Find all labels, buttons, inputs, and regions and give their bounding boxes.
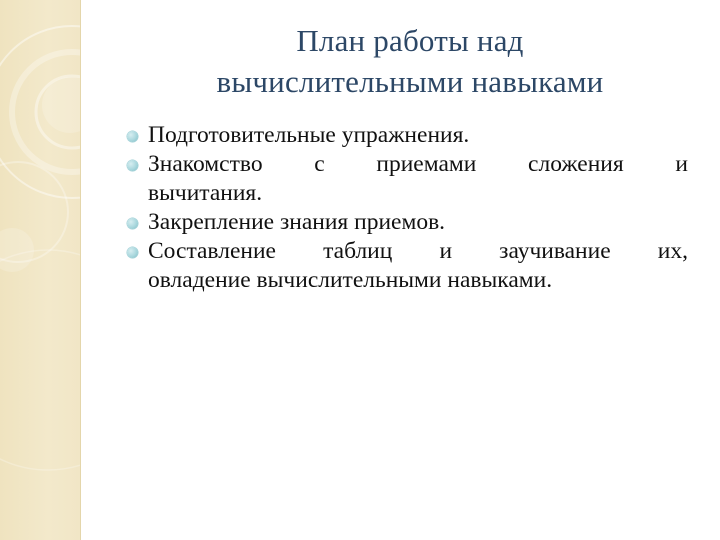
bullet-word: их, <box>657 238 688 264</box>
bullet-word: и <box>675 151 688 177</box>
bullet-text-line: Подготовительные упражнения. <box>148 122 470 148</box>
bullet-item <box>148 121 688 150</box>
bullet-item <box>148 208 688 237</box>
bullet-item <box>148 237 688 295</box>
slide-title <box>140 20 680 102</box>
bullet-word: сложения <box>528 151 624 177</box>
bullet-dot-icon <box>127 218 138 229</box>
slide-title-line: вычислительными навыками <box>216 64 604 99</box>
slide-title-line: План работы над <box>296 23 524 58</box>
bullet-word: приемами <box>376 151 477 177</box>
decorative-side-panel <box>0 0 81 540</box>
bullet-word: Знакомство <box>148 151 263 177</box>
bullet-item <box>148 150 688 208</box>
bullet-word: с <box>314 151 325 177</box>
bullet-dot-icon <box>127 131 138 142</box>
bullet-word: таблиц <box>323 238 393 264</box>
bullet-dot-icon <box>127 160 138 171</box>
bullet-word: Составление <box>148 238 276 264</box>
bullet-list <box>148 121 688 295</box>
bullet-text-line: вычитания. <box>148 180 263 206</box>
decorative-circles-icon <box>0 0 80 540</box>
bullet-text-line <box>148 150 688 179</box>
bullet-word: и <box>439 238 453 264</box>
bullet-word: заучивание <box>499 238 611 264</box>
bullet-text-line: овладение вычислительными навыками. <box>148 267 553 293</box>
bullet-text-line: Закрепление знания приемов. <box>148 209 446 235</box>
bullet-dot-icon <box>127 247 138 258</box>
bullet-text-line <box>148 237 688 266</box>
